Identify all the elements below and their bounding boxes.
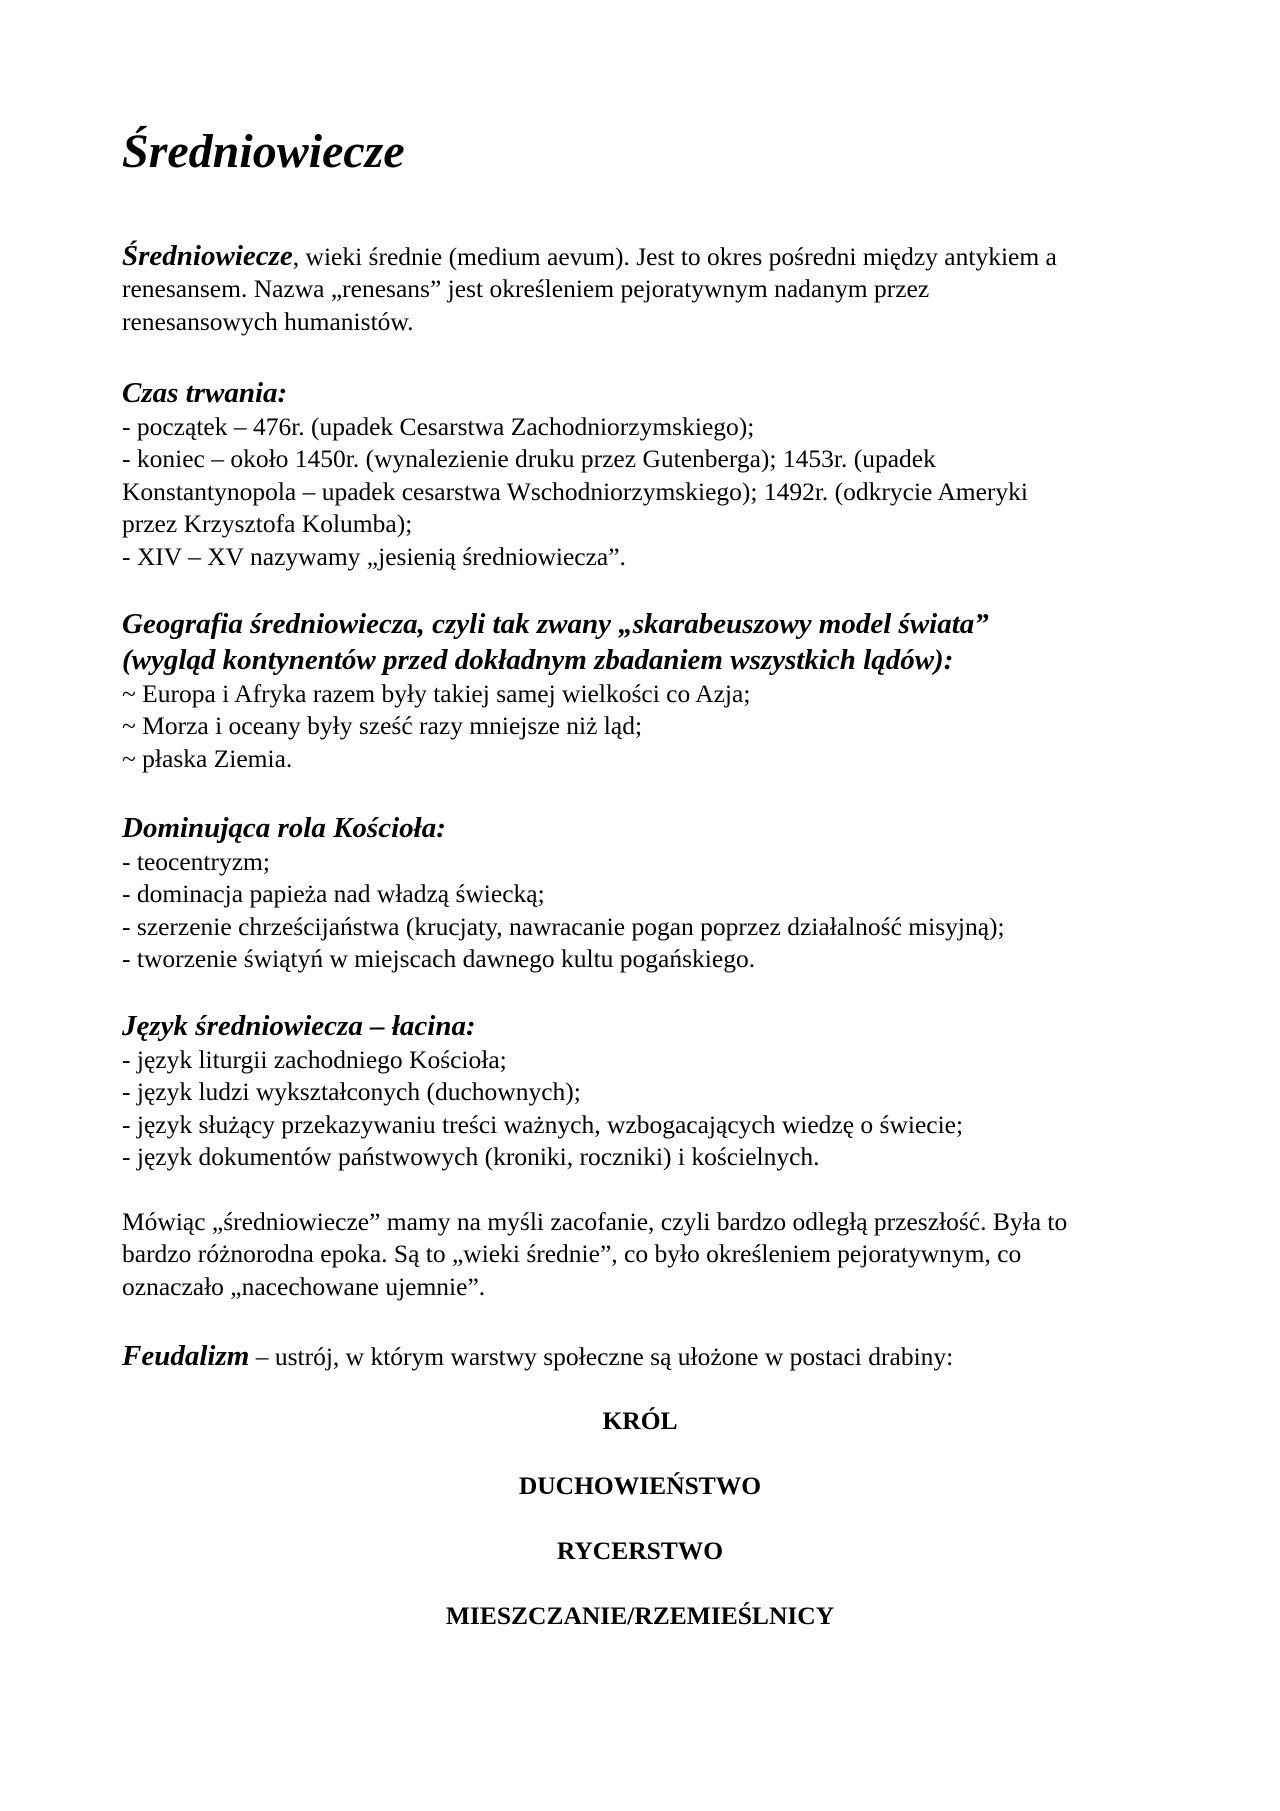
church-line: - tworzenie świątyń w miejscach dawnego kultu pogańskiego. xyxy=(122,944,756,974)
page-title: Średniowiecze xyxy=(122,125,405,178)
intro-line-1-text: , wieki średnie (medium aevum). Jest to okres pośredni między antykiem a xyxy=(292,242,1057,271)
intro-line-1 xyxy=(122,240,1182,273)
duration-line: Konstantynopola – upadek cesarstwa Wschodniorzymskiego); 1492r. (odkrycie Ameryki xyxy=(122,476,1028,506)
feudalism-line xyxy=(122,1340,1182,1373)
intro-line-2: renesansem. Nazwa „renesans” jest określeniem pejoratywnym nadanym przez xyxy=(122,274,930,304)
intro-paragraph xyxy=(122,240,1182,338)
church-line: - szerzenie chrześcijaństwa (krucjaty, nawracanie pogan poprzez działalność misyjną); xyxy=(122,911,1005,941)
duration-line: - koniec – około 1450r. (wynalezienie druku przez Gutenberga); 1453r. (upadek xyxy=(122,444,936,474)
language-line: - język służący przekazywaniu treści ważnych, wzbogacających wiedzę o świecie; xyxy=(122,1109,964,1139)
meaning-line: Mówiąc „średniowiecze” mamy na myśli zacofanie, czyli bardzo odległą przeszłość. Była to xyxy=(122,1207,1068,1236)
intro-line-3: renesansowych humanistów. xyxy=(122,306,414,336)
geography-line: ~ Morza i oceany były sześć razy mniejsze niż ląd; xyxy=(122,711,643,741)
language-section xyxy=(122,1008,1182,1174)
feudalism-text: – ustrój, w którym warstwy społeczne są ułożone w postaci drabiny: xyxy=(249,1342,954,1371)
language-line: - język dokumentów państwowych (kroniki, roczniki) i kościelnych. xyxy=(122,1142,820,1172)
language-line: - język liturgii zachodniego Kościoła; xyxy=(122,1045,507,1074)
duration-line: - XIV – XV nazywamy „jesienią średniowiecza”. xyxy=(122,541,626,571)
church-heading: Dominująca rola Kościoła: xyxy=(122,812,446,844)
geography-heading-line-1: Geografia średniowiecza, czyli tak zwany „skarabeuszowy model świata” xyxy=(122,608,989,640)
church-line: - dominacja papieża nad władzą świecką; xyxy=(122,879,545,909)
meaning-line: oznaczało „nacechowane ujemnie”. xyxy=(122,1271,486,1301)
language-line: - język ludzi wykształconych (duchownych); xyxy=(122,1077,581,1107)
ladder-item-rycerstwo: RYCERSTWO xyxy=(556,1536,724,1565)
duration-heading: Czas trwania: xyxy=(122,377,288,409)
feudalism-term: Feudalizm xyxy=(122,1340,250,1372)
meaning-line: bardzo różnorodna epoka. Są to „wieki średnie”, co było określeniem pejoratywnym, co xyxy=(122,1239,1022,1269)
geography-heading-line-2: (wygląd kontynentów przed dokładnym zbadaniem wszystkich lądów): xyxy=(122,644,954,676)
intro-term: Średniowiecze xyxy=(122,240,293,272)
duration-line: - początek – 476r. (upadek Cesarstwa Zachodniorzymskiego); xyxy=(122,412,755,441)
duration-section xyxy=(122,375,1182,573)
meaning-paragraph xyxy=(122,1206,1182,1303)
ladder-item-duchowienstwo: DUCHOWIEŃSTWO xyxy=(518,1471,762,1500)
feudalism-paragraph xyxy=(122,1340,1182,1373)
duration-line: przez Krzysztofa Kolumba); xyxy=(122,509,413,539)
ladder-item-krol: KRÓL xyxy=(602,1406,678,1435)
geography-line: ~ Europa i Afryka razem były takiej samej wielkości co Azja; xyxy=(122,679,751,708)
church-section xyxy=(122,810,1182,976)
ladder-item-mieszczanie: MIESZCZANIE/RZEMIEŚLNICY xyxy=(445,1601,835,1630)
geography-section xyxy=(122,606,1182,775)
language-heading: Język średniowiecza – łacina: xyxy=(122,1010,476,1042)
geography-line: ~ płaska Ziemia. xyxy=(122,743,293,773)
church-line: - teocentryzm; xyxy=(122,847,270,876)
